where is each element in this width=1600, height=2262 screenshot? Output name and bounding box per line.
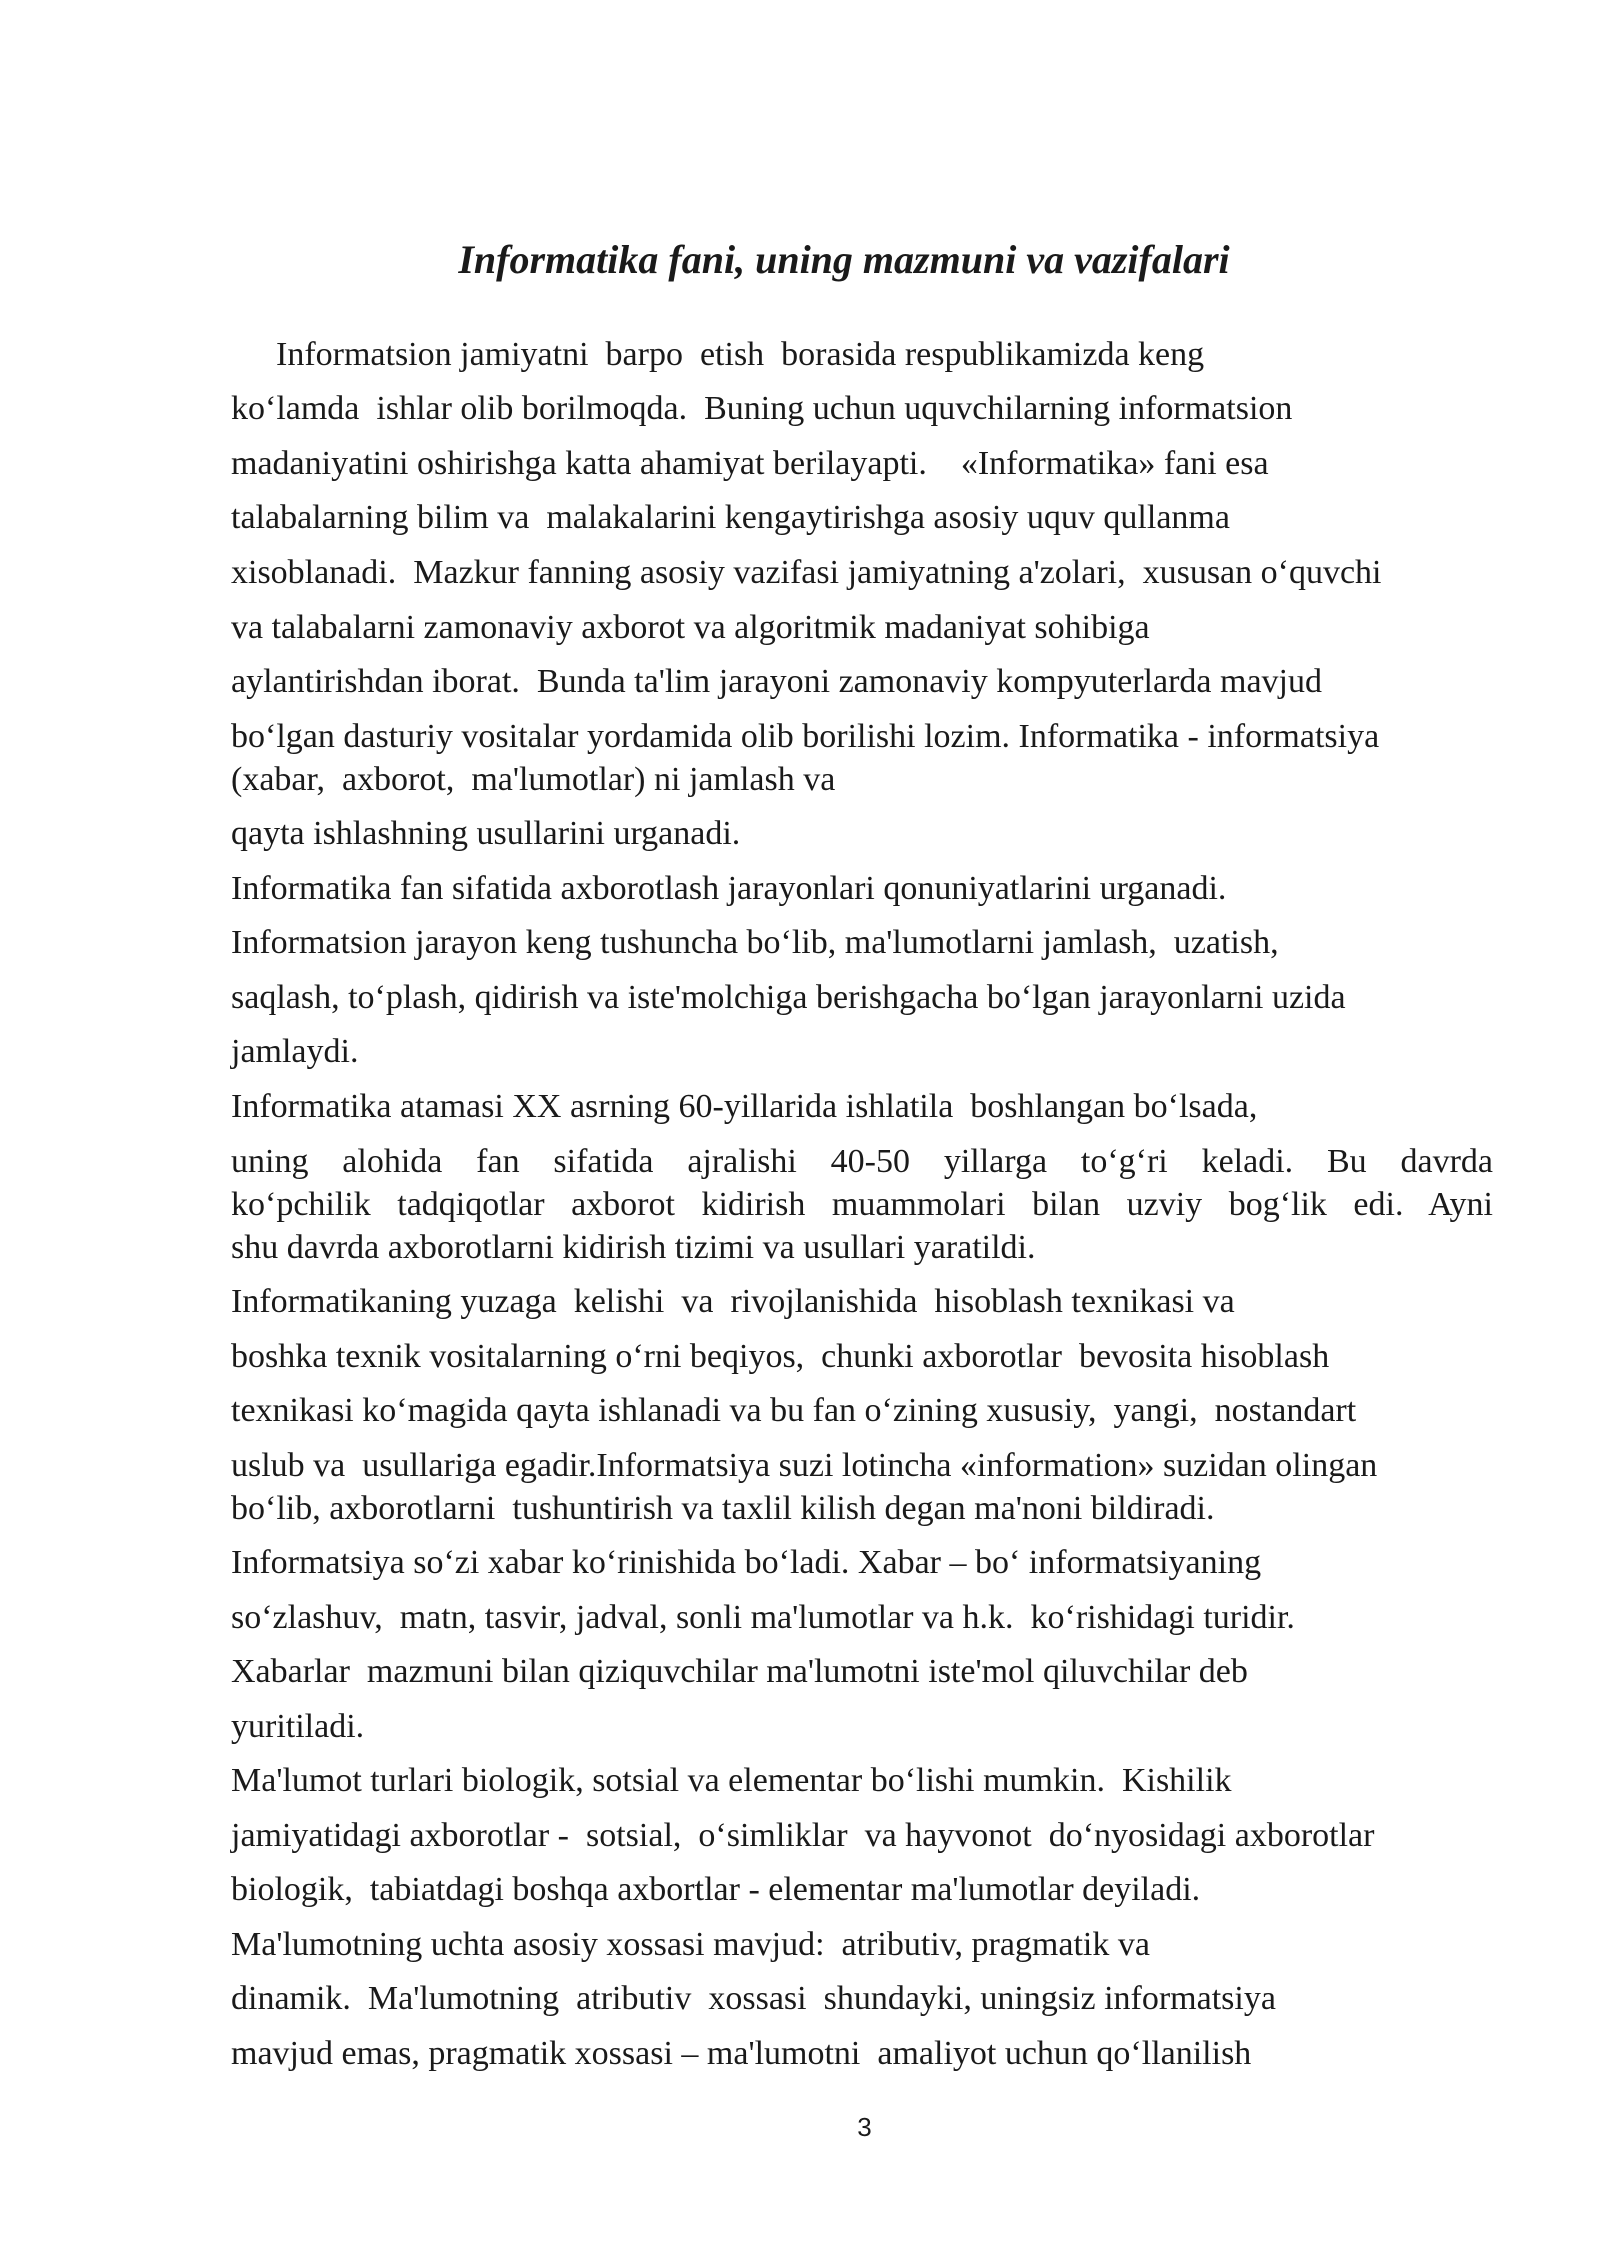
body-line: yuritiladi. xyxy=(231,1708,365,1745)
body-line: Informatika atamasi XX asrning 60-yillarida ishlatila boshlangan bo‘lsada, xyxy=(231,1088,1258,1125)
body-line: qayta ishlashning usullarini urganadi. xyxy=(231,815,741,852)
body-line: biologik, tabiatdagi boshqa axbortlar - elementar ma'lumotlar deyiladi. xyxy=(231,1871,1201,1908)
body-line: saqlash, to‘plash, qidirish va iste'molchiga berishgacha bo‘lgan jarayonlarni uzida xyxy=(231,979,1346,1016)
body-line: jamlaydi. xyxy=(231,1033,359,1070)
body-line: ko‘pchilik tadqiqotlar axborot kidirish muammolari bilan uzviy bog‘lik edi. Ayni xyxy=(231,1186,1493,1223)
body-line: shu davrda axborotlarni kidirish tizimi va usullari yaratildi. xyxy=(231,1229,1036,1266)
body-line: Ma'lumot turlari biologik, sotsial va elementar bo‘lishi mumkin. Kishilik xyxy=(231,1762,1232,1799)
body-line: Informatsion jarayon keng tushuncha bo‘lib, ma'lumotlarni jamlash, uzatish, xyxy=(231,924,1279,961)
body-line: jamiyatidagi axborotlar - sotsial, o‘simliklar va hayvonot do‘nyosidagi axborotlar xyxy=(231,1817,1375,1854)
body-line: aylantirishdan iborat. Bunda ta'lim jarayoni zamonaviy kompyuterlarda mavjud xyxy=(231,663,1322,700)
body-line: Ma'lumotning uchta asosiy xossasi mavjud: atributiv, pragmatik va xyxy=(231,1926,1150,1963)
body-line: va talabalarni zamonaviy axborot va algoritmik madaniyat sohibiga xyxy=(231,609,1150,646)
body-line: bo‘lib, axborotlarni tushuntirish va taxlil kilish degan ma'noni bildiradi. xyxy=(231,1490,1215,1527)
body-line: uslub va usullariga egadir.Informatsiya suzi lotincha «information» suzidan olingan xyxy=(231,1447,1378,1484)
body-line: xisoblanadi. Mazkur fanning asosiy vazifasi jamiyatning a'zolari, xususan o‘quvchi xyxy=(231,554,1382,591)
body-line: bo‘lgan dasturiy vositalar yordamida olib borilishi lozim. Informatika - informatsiya xyxy=(231,718,1380,755)
body-line: ko‘lamda ishlar olib borilmoqda. Buning uchun uquvchilarning informatsion xyxy=(231,390,1293,427)
body-line: mavjud emas, pragmatik xossasi – ma'lumotni amaliyot uchun qo‘llanilish xyxy=(231,2035,1252,2072)
body-line: (xabar, axborot, ma'lumotlar) ni jamlash va xyxy=(231,761,836,798)
body-line: madaniyatini oshirishga katta ahamiyat berilayapti. «Informatika» fani esa xyxy=(231,445,1269,482)
body-line: uning alohida fan sifatida ajralishi 40-50 yillarga to‘g‘ri keladi. Bu davrda xyxy=(231,1143,1493,1180)
page-number: 3 xyxy=(857,2112,872,2142)
body-line: dinamik. Ma'lumotning atributiv xossasi shundayki, uningsiz informatsiya xyxy=(231,1980,1276,2017)
body-line: Informatsion jamiyatni barpo etish borasida respublikamizda keng xyxy=(276,336,1205,373)
body-line: texnikasi ko‘magida qayta ishlanadi va bu fan o‘zining xususiy, yangi, nostandart xyxy=(231,1392,1357,1429)
body-line: Informatsiya so‘zi xabar ko‘rinishida bo‘ladi. Xabar – bo‘ informatsiyaning xyxy=(231,1544,1262,1581)
document-title: Informatika fani, uning mazmuni va vazifalari xyxy=(458,237,1230,282)
body-line: so‘zlashuv, matn, tasvir, jadval, sonli ma'lumotlar va h.k. ko‘rishidagi turidir. xyxy=(231,1599,1295,1636)
body-line: Informatika fan sifatida axborotlash jarayonlari qonuniyatlarini urganadi. xyxy=(231,870,1227,907)
body-line: Informatikaning yuzaga kelishi va rivojlanishida hisoblash texnikasi va xyxy=(231,1283,1235,1320)
body-line: talabalarning bilim va malakalarini kengaytirishga asosiy uquv qullanma xyxy=(231,499,1230,536)
body-line: Xabarlar mazmuni bilan qiziquvchilar ma'lumotni iste'mol qiluvchilar deb xyxy=(231,1653,1248,1690)
body-line: boshka texnik vositalarning o‘rni beqiyos, chunki axborotlar bevosita hisoblash xyxy=(231,1338,1330,1375)
